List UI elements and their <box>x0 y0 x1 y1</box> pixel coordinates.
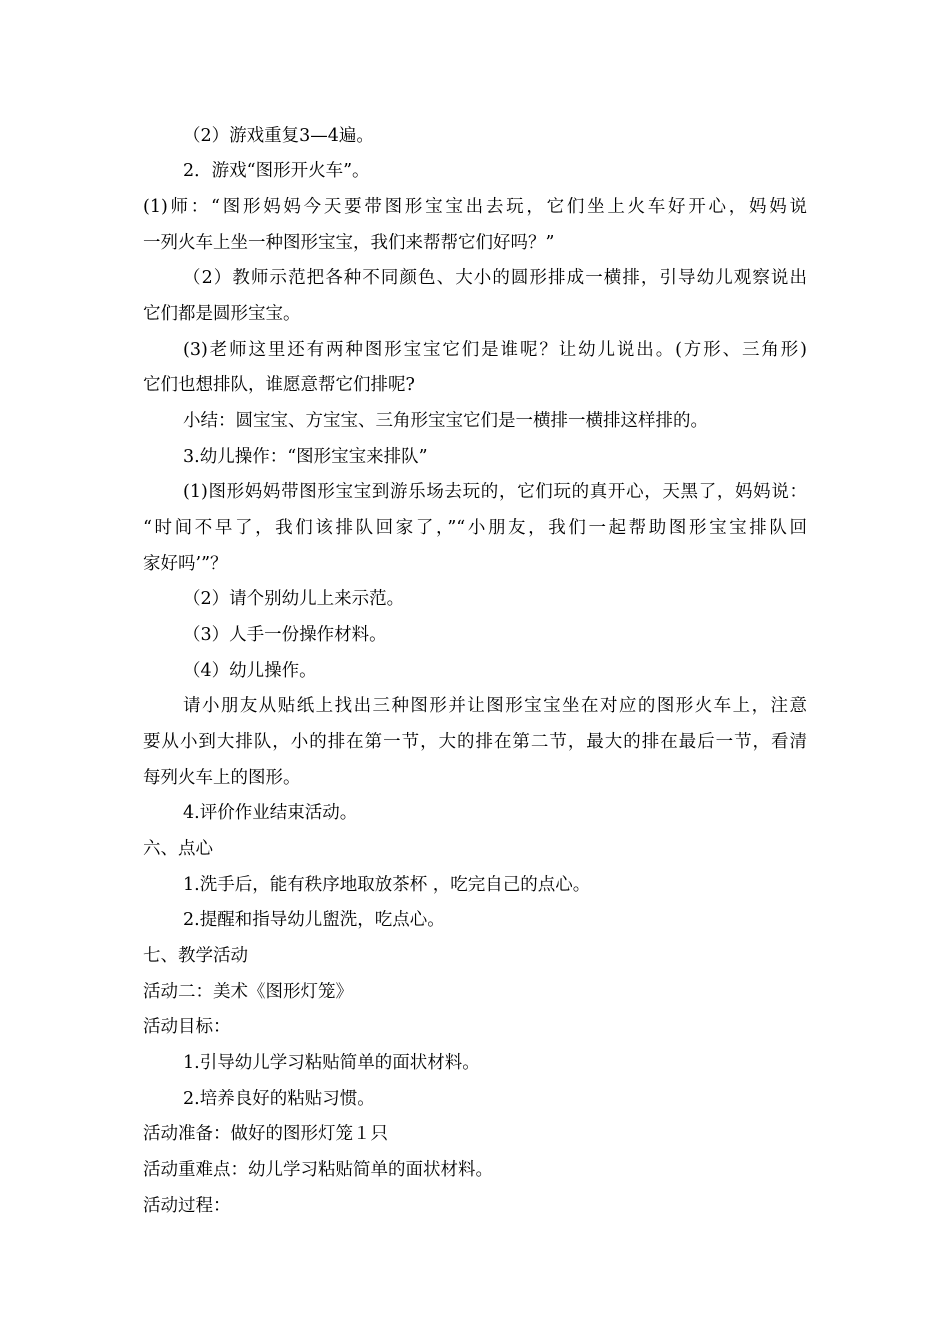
text-line: 一列火车上坐一种图形宝宝，我们来帮帮它们好吗？” <box>143 233 555 253</box>
text-line: （2）教师示范把各种不同颜色、大小的圆形排成一横排，引导幼儿观察说出 <box>183 268 807 288</box>
text-line: 2.提醒和指导幼儿盥洗，吃点心。 <box>183 910 445 930</box>
text-line: (1)师：“图形妈妈今天要带图形宝宝出去玩，它们坐上火车好开心，妈妈说 <box>143 197 807 217</box>
text-line: （2）请个别幼儿上来示范。 <box>183 589 405 609</box>
text-line: 3.幼儿操作：“图形宝宝来排队” <box>183 447 428 467</box>
section-heading: 七、教学活动 <box>143 946 248 966</box>
text-line: “时间不早了，我们该排队回家了，”“小朋友，我们一起帮助图形宝宝排队回 <box>143 518 807 538</box>
text-line: 活动准备：做好的图形灯笼１只 <box>143 1124 388 1144</box>
text-line: (3)老师这里还有两种图形宝宝它们是谁呢？让幼儿说出。(方形、三角形) <box>183 340 807 360</box>
text-line: 2．游戏“图形开火车”。 <box>183 161 370 181</box>
text-line: 活动目标： <box>143 1017 231 1037</box>
text-line: 活动过程： <box>143 1196 231 1216</box>
text-line: （3）人手一份操作材料。 <box>183 625 387 645</box>
text-line: 它们也想排队，谁愿意帮它们排呢? <box>143 375 415 395</box>
text-line: 2.培养良好的粘贴习惯。 <box>183 1089 375 1109</box>
text-line: 1.引导幼儿学习粘贴简单的面状材料。 <box>183 1053 480 1073</box>
text-line: 活动重难点：幼儿学习粘贴简单的面状材料。 <box>143 1160 493 1180</box>
text-line: 4.评价作业结束活动。 <box>183 803 358 823</box>
text-line: （4）幼儿操作。 <box>183 661 317 681</box>
text-line: (1)图形妈妈带图形宝宝到游乐场去玩的，它们玩的真开心，天黑了，妈妈说： <box>183 482 807 502</box>
text-line: 它们都是圆形宝宝。 <box>143 304 301 324</box>
text-line: 小结：圆宝宝、方宝宝、三角形宝宝它们是一横排一横排这样排的。 <box>183 411 708 431</box>
text-line: 家好吗’”？ <box>143 554 228 574</box>
text-line: 每列火车上的图形。 <box>143 768 301 788</box>
text-line: 活动二：美术《图形灯笼》 <box>143 982 353 1002</box>
text-line: 请小朋友从贴纸上找出三种图形并让图形宝宝坐在对应的图形火车上，注意 <box>183 696 807 716</box>
section-heading: 六、点心 <box>143 839 213 859</box>
text-line: 要从小到大排队，小的排在第一节，大的排在第二节，最大的排在最后一节，看清 <box>143 732 807 752</box>
text-line: （2）游戏重复3—4遍。 <box>183 126 374 146</box>
text-line: 1.洗手后，能有秩序地取放茶杯 ，吃完自己的点心。 <box>183 875 591 895</box>
